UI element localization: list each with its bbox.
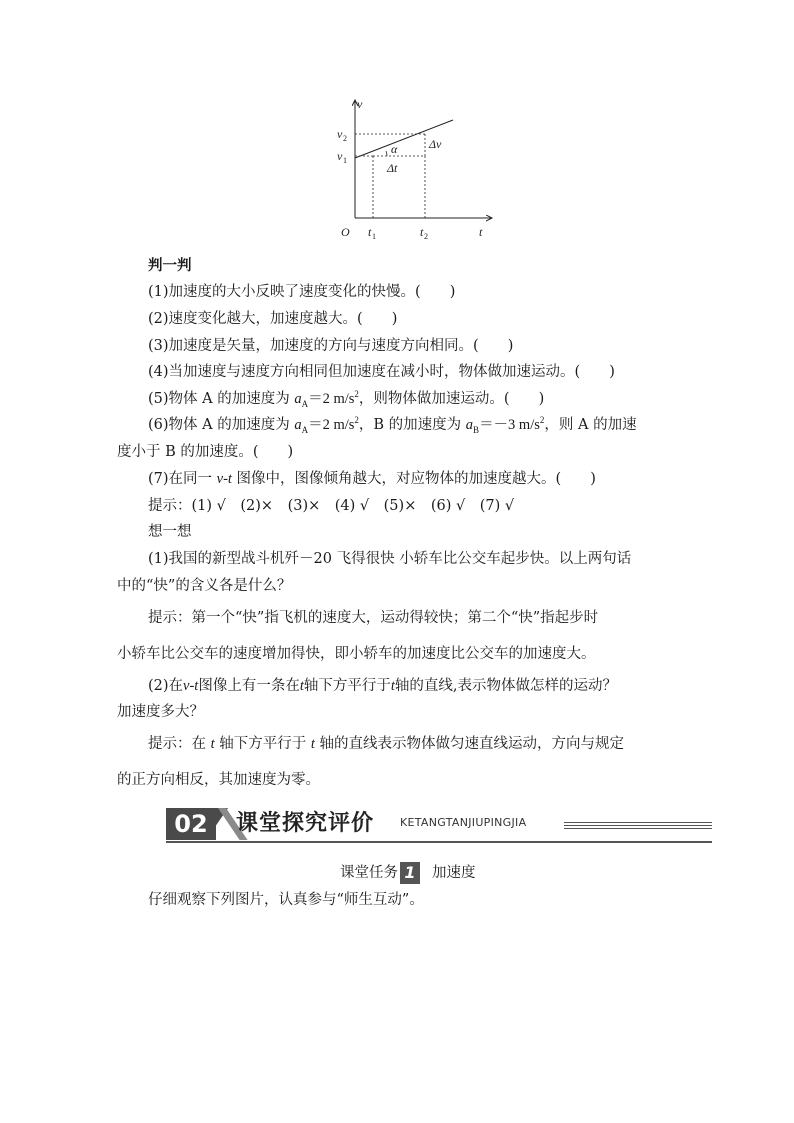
think-q2: (2)在v-t图像上有一条在t轴下方平行于t轴的直线,表示物体做怎样的运动？ xyxy=(148,678,618,694)
t-axis-label: t xyxy=(479,225,483,239)
judge-heading: 判一判 xyxy=(148,257,192,274)
v2-label: v xyxy=(337,127,343,141)
alpha-arc xyxy=(386,151,387,156)
judge-item-5: (5)物体 A 的加速度为 $a_A=2$ $m/s^2$，则物体做加速运动。( ) xyxy=(148,389,545,409)
judge-item-4: (4)当加速度与速度方向相同但加速度在减小时，物体做加速运动。( ) xyxy=(148,364,615,380)
think-a2-cont: 的正方向相反，其加速度为零。 xyxy=(117,772,320,788)
t2-label: t xyxy=(420,225,424,239)
section-number: 02 xyxy=(166,808,216,840)
section-title: 课堂探究评价 xyxy=(236,811,375,836)
section-pinyin: KETANGTANJIUPINGJIA xyxy=(400,816,527,829)
instruction: 仔细观察下列图片，认真参与“师生互动”。 xyxy=(148,892,424,908)
think-a2: 提示：在 t 轴下方平行于 t 轴的直线表示物体做匀速直线运动，方向与规定 xyxy=(148,736,624,752)
section-banner xyxy=(166,808,712,842)
judge-item-6-cont: 度小于 B 的加速度。( ) xyxy=(117,444,294,460)
t2-sub: 2 xyxy=(424,232,428,241)
task-label: 课堂任务 xyxy=(340,865,398,881)
think-heading: 想一想 xyxy=(148,524,192,540)
task-heading xyxy=(340,862,476,884)
think-q1: (1)我国的新型战斗机歼－20 飞得很快 小轿车比公交车起步快。以上两句话 xyxy=(148,551,632,567)
task-topic: 加速度 xyxy=(432,865,476,881)
judge-answer: 提示：(1) √ (2)× (3)× (4) √ (5)× (6) √ (7) √ xyxy=(148,498,515,514)
task-number-badge: 1 xyxy=(400,862,420,884)
v2-sub: 2 xyxy=(343,134,347,143)
vt-graph xyxy=(327,96,497,246)
think-q2-cont: 加速度多大？ xyxy=(117,704,204,720)
banner-rules xyxy=(564,822,712,831)
think-a1: 提示：第一个“快”指飞机的速度大，运动得较快；第二个“快”指起步时 xyxy=(148,610,599,626)
delta-v-label: Δv xyxy=(429,137,442,151)
vt-graph-figure xyxy=(327,96,497,246)
t1-sub: 1 xyxy=(372,232,376,241)
judge-item-6: (6)物体 A 的加速度为 $a_A=2$ $m/s^2$，B 的加速度为 $a_B=-3$ $m/s^2$，则 A 的加速 xyxy=(148,415,637,435)
judge-item-2: (2)速度变化越大，加速度越大。( ) xyxy=(148,311,398,327)
v-axis-label: v xyxy=(357,97,363,111)
think-q1-cont: 中的“快”的含义各是什么？ xyxy=(117,578,292,594)
delta-t-label: Δt xyxy=(387,161,398,175)
think-a1-cont: 小轿车比公交车的速度增加得快，即小轿车的加速度比公交车的加速度大。 xyxy=(117,646,596,662)
alpha-label: α xyxy=(391,142,398,156)
judge-item-3: (3)加速度是矢量，加速度的方向与速度方向相同。( ) xyxy=(148,338,514,354)
judge-item-1: (1)加速度的大小反映了速度变化的快慢。( ) xyxy=(148,284,456,300)
v1-label: v xyxy=(337,149,343,163)
origin-label: O xyxy=(341,225,350,239)
v1-sub: 1 xyxy=(343,156,347,165)
banner-baseline xyxy=(166,841,712,843)
t1-label: t xyxy=(368,225,372,239)
judge-item-7: (7)在同一 v-t 图像中，图像倾角越大，对应物体的加速度越大。( ) xyxy=(148,471,596,487)
